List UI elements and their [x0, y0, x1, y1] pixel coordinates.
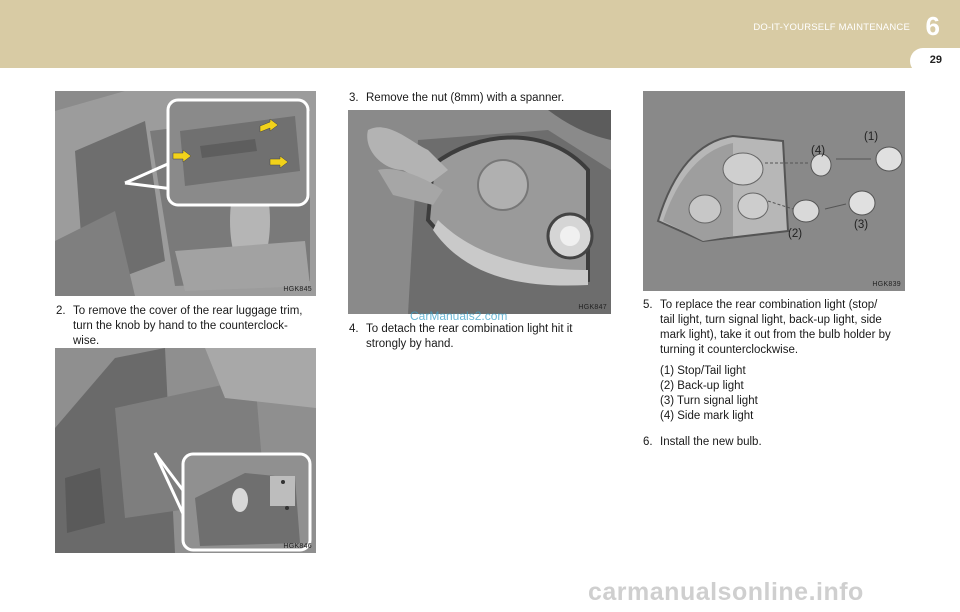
step-text-line: turn the knob by hand to the counterclock- — [73, 320, 288, 332]
figure-tail-lamp-detach — [348, 110, 611, 314]
bulb-layout-illustration — [643, 91, 905, 291]
step-text-line: To remove the cover of the rear luggage trim, — [73, 305, 303, 317]
step-text-line: turning it counterclockwise. — [660, 344, 799, 356]
figure-code: HGK847 — [578, 304, 607, 311]
step-number: 5. — [643, 299, 653, 311]
figure-code: HGK846 — [283, 543, 312, 550]
chapter-number: 6 — [925, 11, 940, 41]
step-3 — [349, 91, 619, 106]
bulb-list-item: (1) Stop/Tail light — [660, 365, 746, 377]
figure-trunk-trim-knobs — [55, 91, 316, 296]
callout-1: (1) — [864, 131, 879, 143]
step-text-line: Remove the nut (8mm) with a spanner. — [366, 92, 565, 104]
figure-code: HGK839 — [872, 281, 901, 288]
step-text-line: To replace the rear combination light (stop/ — [660, 299, 878, 311]
watermark-site: carmanualsonline.info — [588, 578, 864, 606]
tail-lamp-hand-illustration — [348, 110, 611, 314]
figure-code: HGK845 — [283, 286, 312, 293]
callout-3: (3) — [854, 219, 869, 231]
step-4 — [349, 322, 615, 352]
figure-trunk-cover-removed — [55, 348, 316, 553]
step-text-line: mark light), take it out from the bulb holder by — [660, 329, 891, 341]
step-text-line: wise. — [73, 335, 100, 347]
step-text-line: To detach the rear combination light hit it — [366, 323, 573, 335]
bulb-list-item: (4) Side mark light — [660, 410, 754, 422]
step-text-line: tail light, turn signal light, back-up light, side — [660, 314, 882, 326]
step-text-line: strongly by hand. — [366, 338, 454, 350]
watermark-link[interactable]: CarManuals2.com — [410, 309, 508, 323]
bulb-list-item: (3) Turn signal light — [660, 395, 758, 407]
step-number: 6. — [643, 436, 653, 448]
step-number: 4. — [349, 323, 359, 335]
callout-2: (2) — [788, 228, 803, 240]
callout-4: (4) — [811, 145, 826, 157]
step-text-line: Install the new bulb. — [660, 436, 762, 448]
page-number: 29 — [929, 54, 942, 66]
page-header — [0, 0, 960, 68]
trunk-cover-illustration — [55, 348, 316, 553]
figure-bulb-layout — [643, 91, 905, 291]
trunk-trim-illustration — [55, 91, 316, 296]
step-5 — [643, 298, 913, 358]
step-number: 2. — [56, 305, 66, 317]
step-number: 3. — [349, 92, 359, 104]
step-6 — [643, 435, 913, 450]
step-2 — [56, 304, 322, 349]
bulb-list-item: (2) Back-up light — [660, 380, 744, 392]
bulb-list — [660, 364, 758, 424]
section-title: DO-IT-YOURSELF MAINTENANCE — [753, 22, 910, 33]
